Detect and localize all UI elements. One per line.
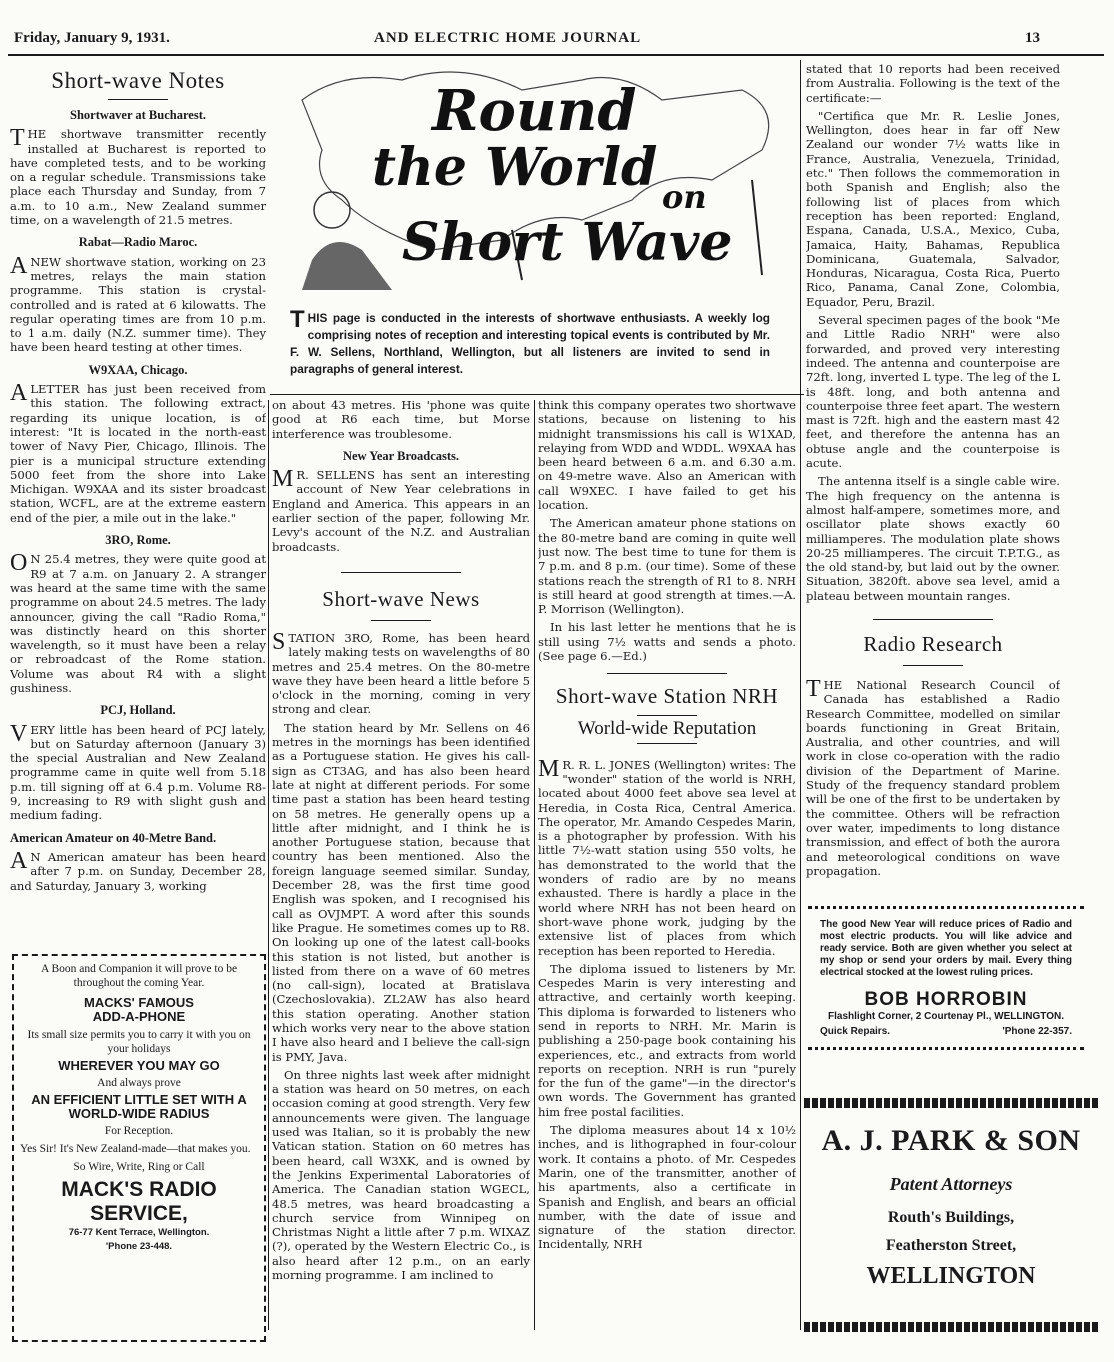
horrobin-repairs: Quick Repairs. — [820, 1026, 891, 1037]
listener-head-icon — [314, 192, 350, 228]
title-underline — [637, 715, 697, 716]
para-portuguese: The station heard by Mr. Sellens on 46 metres in the mornings has been identified as a Portuguese station. He gives his call-sign as CT3AG, and has also been heard late at night at different periods. For some time past a station has been heard testing on 58 metres. He generally opens up a little after midnight, and I think he is another Portuguese station, because that country has been mentioned. Also the foreign language seemed similar. Sunday, December 28, was the first time good English was spoken, and I recognised his call as OVJMPT. A word after this sounds like Prague. He sometimes comes up to R8. On looking up one of the latest call-books this station is not listed, but another is listed from there on a wave of 60 metres (no call-sign), located at Bratislava (Czechoslovakia). ZL2AW has also heard this station operating. Another station which works very near to the above station I have also heard and I believe the call-sign is PMY, Java. — [272, 720, 530, 1064]
shortwave-news-title: Short-wave News — [322, 586, 480, 611]
para-diploma-size: The diploma measures about 14 x 10½ inches, and is lithographed in four-colour work. It contains a photo. of Mr. Cespedes Marin, one of the transmitter, another of his apartments, also a certificate in Spanish and English, and bears an official number, with the date of issue and signature of the station director. Incidentally, NRH — [538, 1123, 796, 1252]
para-last-letter: In his last letter he mentions that he is still using 7½ watts and sends a photo. (See page 6.—Ed.) — [538, 620, 796, 664]
page-header — [14, 28, 1100, 52]
para-three-nights: On three nights last week after midnight a station was heard on 50 metres, on each occasion coming at good strength. Very few announcements were given. The language used was Italian, so it is probably the new Vatican station. Station on 60 metres has been heard, call W3XK, and is owned by the Jenkins Experimental Laboratories of America. The Canadian station WGECL, 48.5 metres, was heard broadcasting a church service from Winnipeg on Christmas Night a little after 7 p.m. WIXAZ (?), operated by the Western Electric Co., is also heard after 12 p.m., on an early morning programme. I am inclined to — [272, 1067, 530, 1283]
banner-word-on: on — [662, 178, 707, 216]
listener-body-icon — [302, 242, 392, 290]
park-bottom-border — [804, 1322, 1100, 1332]
macks-line-service: MACK'S RADIO SERVICE, — [61, 1178, 217, 1225]
para-jones: MR. R. L. JONES (Wellington) writes: The "wonder" station of the world is NRH, located about 4000 feet above sea level at Heredia, in Costa Rica, Central America. The operator, Mr. Amando Cespedes Marin, is a photographer by profession. With his little 7½-watt station using 550 volts, he has demonstrated to the world that the wonders of radio are by no means exhausted. There is hardly a place in the world where NRH has not been heard on short-wave phone work, judging by the extensive list of places from which reception has been reported to Heredia. — [538, 755, 796, 958]
heading-3ro: 3RO, Rome. — [105, 533, 171, 548]
subtitle-underline — [637, 743, 697, 744]
heading-american-amateur: American Amateur on 40-Metre Band. — [10, 830, 217, 845]
park-line-city: WELLINGTON — [866, 1263, 1036, 1289]
title-underline — [371, 620, 431, 621]
park-ad — [802, 1110, 1100, 1290]
horrobin-name: BOB HORROBIN — [864, 989, 1028, 1010]
horrobin-phone: 'Phone 22-357. — [1002, 1026, 1072, 1037]
banner-intro-text: THIS page is conducted in the interests of shortwave enthusiasts. A weekly log comprising notes of reception and interesting topical events is contributed by Mr. F. W. Sellens, Northland, Wellington, but all listeners are invited to send in paragraphs of general interest. — [290, 306, 770, 376]
macks-line-addaphone: ADD-A-PHONE — [92, 1009, 186, 1024]
column-2 — [272, 398, 530, 1328]
para-3ro: ON 25.4 metres, they were quite good at R9 at 7 a.m. on January 2. A stranger was heard at the same time with the same programme on about 24.5 metres. The lady announcer, giving the call "Radio Roma," was distinctly heard on this shorter wavelength, so it must have been a relay or rebroadcast of the Rome station. Volume was about R4 with a slight gushiness. — [10, 550, 266, 695]
park-line-buildings: Routh's Buildings, — [887, 1209, 1015, 1226]
column-4 — [806, 62, 1060, 900]
macks-line-boon: A Boon and Companion it will prove to be throughout the coming Year. — [40, 963, 238, 989]
para-w9xaa: ALETTER has just been received from this station. The following extract, regarding its unique location, is of interest: "It is located in the north-east tower of Navy Pier, Chicago, Illinois. The pier is a municipal structure extending 5000 feet from the shore into Lake Michigan. W9XAA and its sister broadcast station, WCFL, are at the extreme eastern end of the pier, a mile out in the lake." — [10, 380, 266, 525]
macks-line-reception: For Reception. — [104, 1125, 174, 1137]
macks-line-wire: So Wire, Write, Ring or Call — [73, 1161, 205, 1173]
para-43-metres: on about 43 metres. His 'phone was quite good at R6 each time, but Morse interference was troublesome. — [272, 398, 530, 441]
para-reports: stated that 10 reports had been received from Australia. Following is the text of the certificate:— — [806, 62, 1060, 105]
park-top-border — [804, 1098, 1100, 1108]
heading-bucharest: Shortwaver at Bucharest. — [70, 108, 206, 122]
park-role: Patent Attorneys — [889, 1174, 1013, 1194]
macks-line-yessir: Yes Sir! It's New Zealand-made—that makes you. — [20, 1143, 251, 1155]
para-certifica: "Certifica que Mr. R. Leslie Jones, Wellington, does hear in far off New Zealand our wonder 7½ watts like in France, Australia, Venezuela, Trinidad, etc." Then follows the commemoration in both Spanish and English; also the following list of places from which reception has been reported: England, Espana, Canada, U.S.A., Mexico, Cuba, Jamaica, Haity, Bahamas, Republica Dominicana, Guatemala, Salvador, Honduras, Nicaragua, Costa Rica, Puerto Rico, Panama, Canal Zone, Colombia, Equador, Peru, Brazil. — [806, 108, 1060, 309]
macks-line-address: 76-77 Kent Terrace, Wellington. — [68, 1227, 210, 1238]
park-name: A. J. PARK & SON — [821, 1124, 1081, 1157]
park-line-street: Featherston Street, — [885, 1237, 1017, 1254]
para-pcj: VERY little has been heard of PCJ lately, but on Saturday afternoon (January 3) the special Australian and New Zealand programme came in quite well from 5.18 p.m. till signing off at 6.4 p.m. Volume R8-9, increasing to R9 with slight gush and medium fading. — [10, 720, 266, 823]
page-number: 13 — [1025, 30, 1040, 46]
section-rule — [607, 673, 727, 674]
para-amateur-phone: The American amateur phone stations on the 80-metre band are coming in quite well just now. The best time to tune for them is 7 p.m. and 8 p.m. (our time). Some of these stations reach the strength of R1 to 8. NRH is still heard at good strength at times.—A. P. Morrison (Wellington). — [538, 516, 796, 617]
para-specimen: Several specimen pages of the book "Me and Little Radio NRH" were also forwarded, and proved very interesting indeed. The antenna and counterpoise are 72ft. long, inverted L type. The leg of the L is 48ft. long, and both antenna and counterpoise three feet apart. The western mast is 72ft. high and the eastern mast 42 feet, and therefore the antenna has an obtuse angle and the counterpoise is acute. — [806, 313, 1060, 471]
banner-illustration — [282, 60, 804, 300]
para-company: think this company operates two shortwave stations, because on listening to his midnight transmissions his call is W1XAD, relaying from WDD and WDDL. W9XAA has been heard between 6 a.m. and 6.30 a.m. on 49-metre wave. Also an American with call W9XEC. I have failed to get his location. — [538, 398, 796, 513]
para-antenna: The antenna itself is a single cable wire. The high frequency on the antenna is almost half-ampere, sometimes more, and oscillator plate shows exactly 60 milliamperes. The modulation plate shows 20-25 milliamperes. The circuit T.P.T.G., as the old stand-by, but laid out by the owner. Situation, 3820ft. above sea level, amid a plateau between mountain ranges. — [806, 474, 1060, 603]
heading-pcj: PCJ, Holland. — [100, 703, 176, 718]
banner-word-round: Round — [432, 78, 637, 144]
horrobin-address: Flashlight Corner, 2 Courtenay Pl., WELLINGTON. — [828, 1011, 1064, 1022]
shortwave-notes-title: Short-wave Notes — [51, 68, 225, 93]
title-underline — [108, 99, 168, 100]
para-rabat: ANEW shortwave station, working on 23 metres, relays the main station programme. This station is crystal-controlled and is rated at 6 kilowatts. The regular operating times are from 10 p.m. to 1 a.m. daily (N.Z. summer time). They have been heard testing at other times. — [10, 252, 266, 355]
banner-word-the-world: the World — [372, 137, 658, 198]
macks-line-efficient: AN EFFICIENT LITTLE SET WITH A WORLD-WIDE RADIUS — [31, 1092, 247, 1121]
heading-w9xaa: W9XAA, Chicago. — [88, 362, 188, 377]
radio-research-title: Radio Research — [863, 631, 1003, 656]
section-rule — [341, 572, 461, 573]
para-american-amateur: AN American amateur has been heard after 7 p.m. on Sunday, December 28, and Saturday, January 3, working — [10, 847, 266, 893]
column-3 — [538, 398, 796, 1328]
round-the-world-banner — [282, 60, 804, 300]
title-underline — [903, 665, 963, 666]
header-rule — [8, 54, 1104, 56]
para-research-council: THE National Research Council of Canada has established a Radio Research Committee, modelled on similar boards functioning in Great Britain, Australia, and other countries, and will work in close co-operation with the radio division of the Department of Marine. Study of the frequency standard problem will be one of the first to be undertaken by the committee. Others will be refraction over water, impediments to long distance transmission, and effect of both the aurora and meteorological conditions on wave propagation. — [806, 675, 1060, 878]
header-date: Friday, January 9, 1931. — [14, 30, 170, 46]
nrh-subtitle: World-wide Reputation — [577, 718, 757, 740]
macks-line-always: And always prove — [97, 1077, 181, 1089]
nrh-title: Short-wave Station NRH — [555, 684, 779, 709]
header-journal-title: AND ELECTRIC HOME JOURNAL — [374, 30, 642, 46]
horrobin-text: The good New Year will reduce prices of Radio and most electric products. You will like advice and ready service. Both are given whether you select at my shop or send your orders by mail. Every thing electrical stocked at the lowest ruling prices. — [820, 919, 1072, 978]
macks-line-famous: MACKS' FAMOUS — [84, 995, 194, 1010]
section-rule — [873, 619, 993, 620]
column-1 — [10, 62, 266, 950]
heading-new-year: New Year Broadcasts. — [342, 448, 460, 463]
macks-radio-ad — [12, 954, 266, 1342]
horrobin-ad — [808, 906, 1084, 1050]
heading-rabat: Rabat—Radio Maroc. — [78, 235, 198, 250]
para-bucharest: THE shortwave transmitter recently installed at Bucharest is reported to have completed tests, and to be working on a regular schedule. Transmissions take place each Thursday and Sunday, from 7 a.m. to 10 a.m., New Zealand summer time, on a wavelength of 21.5 metres. — [10, 125, 266, 228]
para-new-year: MR. SELLENS has sent an interesting account of New Year celebrations in England and America. This appears in an earlier section of the paper, following Mr. Levy's account of the N.Z. and Australian broadcasts. — [272, 466, 530, 554]
para-diploma: The diploma issued to listeners by Mr. Cespedes Marin is very interesting and attractive, and certainly worth keeping. This diploma is forwarded to listeners who send in reports to NRH. Mr. Marin is publishing a 250-page book containing his experiences, etc., and extracts from world reports on reception. NRH is run "purely for the fun of the game"—in the director's own words. The Government has granted him free postal facilities. — [538, 961, 796, 1119]
banner-word-short-wave: Short Wave — [402, 212, 733, 273]
column-divider-1 — [268, 400, 269, 1330]
macks-line-wherever: WHEREVER YOU MAY GO — [58, 1058, 220, 1073]
column-divider-3 — [800, 60, 801, 1330]
horrobin-contact-row — [820, 1026, 1072, 1037]
macks-line-size: Its small size permits you to carry it with you on your holidays — [27, 1029, 251, 1055]
banner-bottom-rule — [270, 394, 804, 395]
column-divider-2 — [534, 400, 535, 1330]
antenna-mast-icon — [752, 180, 762, 275]
macks-line-phone: 'Phone 23-448. — [105, 1241, 173, 1252]
para-3ro-tests: STATION 3RO, Rome, has been heard lately making tests on wavelengths of 80 metres and 25.4 metres. On the 80-metre wave they have been heard a little before 5 o'clock in the morning, coming in very strong and clear. — [272, 628, 530, 717]
